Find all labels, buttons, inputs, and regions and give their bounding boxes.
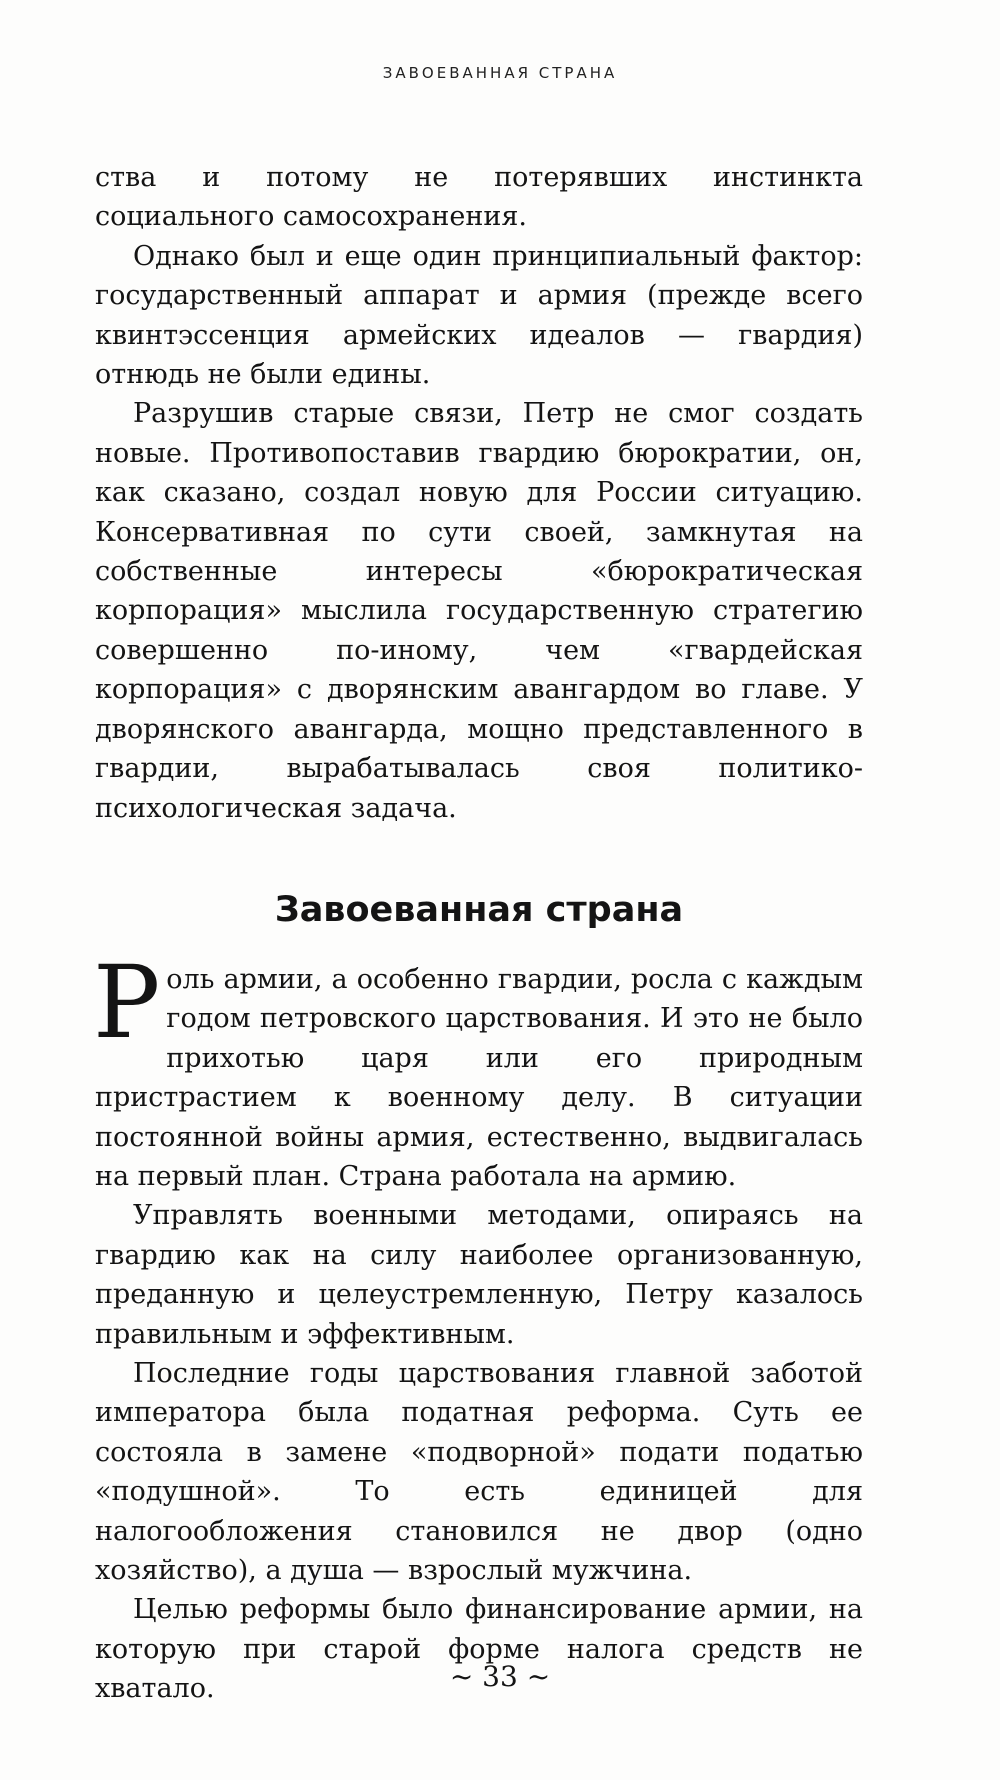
paragraph: Целью реформы было финансирование армии, на которую при старой форме налога средств не хватало.	[95, 1594, 863, 1705]
section-title: Завоеванная страна	[274, 889, 684, 930]
paragraph: ства и потому не потерявших инстинкта социального самосохранения.	[95, 162, 863, 233]
paragraph: Однако был и еще один принципиальный фактор: государственный аппарат и армия (прежде всего квинтэссенция армейских идеалов — гвардия) отнюдь не были едины.	[95, 240, 863, 391]
paragraph: Последние годы царствования главной заботой императора была податная реформа. Суть ее состояла в замене «подворной» подати податью «подушной». То есть единицей для налогообложения становился не двор (одно хозяйство), а душа — взрослый мужчина.	[95, 1357, 863, 1586]
running-head: ЗАВОЕВАННАЯ СТРАНА	[382, 64, 618, 82]
page-body	[95, 158, 863, 1709]
paragraph: Разрушив старые связи, Петр не смог создать новые. Противопоставив гвардию бюрократии, он, как сказано, создал новую для России ситуацию. Консервативная по сути своей, замкнутая на собственные интересы «бюрократическая корпорация» мыслила государственную стратегию совершенно по-иному, чем «гвардейская корпорация» с дворянским авангардом во главе. У дворянского авангарда, мощно представленного в гвардии, вырабатывалась своя политико-психологическая задача.	[95, 398, 863, 824]
paragraph: Управлять военными методами, опираясь на гвардию как на силу наиболее организованную, преданную и целеустремленную, Петру казалось правильным и эффективным.	[95, 1200, 863, 1350]
drop-cap: Р	[93, 943, 161, 1061]
page-number: ~ 33 ~	[449, 1660, 551, 1693]
drop-cap-paragraph	[93, 943, 863, 1196]
drop-paragraph-text: оль армии, а особенно гвардии, росла с каждым годом петровского царствования. И это не было прихотью царя или его природным пристрастием к военному делу. В ситуации постоянной войны армия, естественно, выдвигалась на первый план. Страна работала на армию.	[95, 963, 863, 1192]
